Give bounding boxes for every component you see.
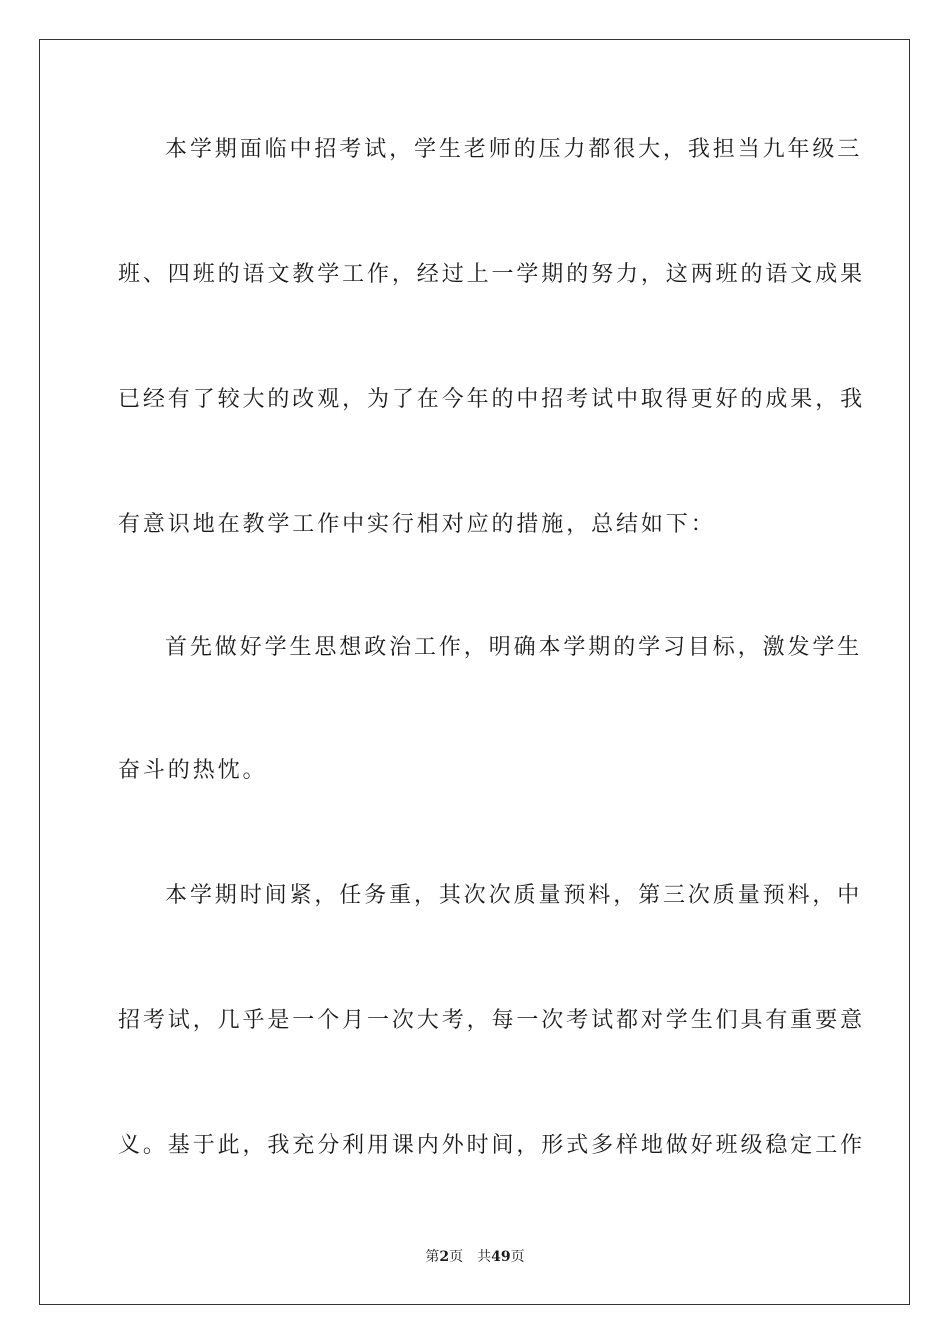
page-border xyxy=(39,39,910,1305)
paragraph-2-line-2: 奋斗的热忱。 xyxy=(118,758,268,783)
paragraph-1-line-1: 本学期面临中招考试，学生老师的压力都很大，我担当九年级三 xyxy=(165,137,863,162)
paragraph-2-line-1: 首先做好学生思想政治工作，明确本学期的学习目标，激发学生 xyxy=(165,635,863,660)
paragraph-1-line-4: 有意识地在教学工作中实行相对应的措施，总结如下： xyxy=(118,512,716,537)
page-footer xyxy=(0,1248,950,1266)
paragraph-1-line-2: 班、四班的语文教学工作，经过上一学期的努力，这两班的语文成果 xyxy=(118,262,866,287)
footer-total-prefix: 共 xyxy=(477,1249,492,1265)
footer-page-prefix: 第 xyxy=(425,1249,440,1265)
footer-total-number: 49 xyxy=(491,1249,511,1265)
paragraph-3-line-3: 义。基于此，我充分利用课内外时间，形式多样地做好班级稳定工作 xyxy=(118,1133,866,1158)
footer-total-suffix: 页 xyxy=(510,1249,525,1265)
paragraph-1-line-3: 已经有了较大的改观，为了在今年的中招考试中取得更好的成果，我 xyxy=(118,387,866,412)
paragraph-3-line-2: 招考试，几乎是一个月一次大考，每一次考试都对学生们具有重要意 xyxy=(118,1008,866,1033)
footer-page-number: 2 xyxy=(439,1249,450,1265)
footer-page-suffix: 页 xyxy=(449,1249,464,1265)
paragraph-3-line-1: 本学期时间紧，任务重，其次次质量预料，第三次质量预料，中 xyxy=(165,883,863,908)
